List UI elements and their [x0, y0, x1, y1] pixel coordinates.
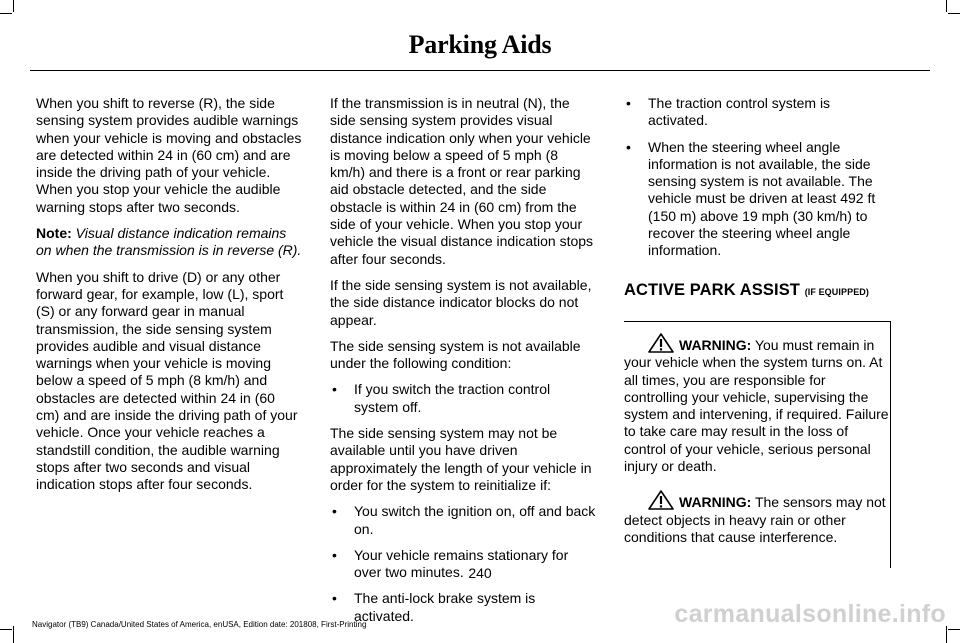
crop-mark: [0, 13, 12, 14]
page-number: 240: [468, 565, 492, 581]
bullet: •: [332, 546, 337, 563]
warning-box: [624, 321, 891, 568]
header-rule: [30, 70, 930, 71]
list-item: [624, 95, 890, 130]
section-heading: [624, 282, 890, 301]
paragraph: If the transmission is in neutral (N), the side sensing system provides visual distance indication only when your vehicle is moving below a speed of 5 mph (8 km/h) and there is a front or rear parking aid obstacle detected, and the side obstacle is within 24 in (60 cm) from the side of your vehicle. When you stop your vehicle the visual distance indication stops after four seconds.: [330, 95, 594, 267]
bullet: •: [626, 138, 631, 155]
crop-mark: [948, 13, 960, 14]
warning-triangle-icon: [646, 332, 676, 354]
warning-triangle-icon: [646, 489, 676, 511]
list-item-text: Your vehicle remains stationary for over two minutes.: [354, 546, 569, 581]
crop-mark: [13, 0, 14, 12]
crop-mark: [0, 629, 12, 630]
watermark: carmanualsonline.info: [674, 600, 946, 628]
list-item-text: If you switch the traction control system off.: [354, 381, 551, 415]
crop-mark: [946, 626, 947, 643]
warning-label: WARNING:: [679, 336, 752, 353]
crop-mark: [948, 629, 960, 630]
list-item-text: The traction control system is activated.: [648, 95, 831, 129]
section-heading-suffix: (IF EQUIPPED): [804, 286, 869, 297]
list-item-text: When the steering wheel angle information is not available, the side sensing system is not available. The vehicle must be driven at least 492 ft (150 m) above 19 mph (30 km/h) to recover the steering wheel angle information.: [648, 138, 876, 259]
paragraph: When you shift to drive (D) or any other forward gear, for example, low (L), sport (S) or any forward gear in manual transmission, the side sensing system provides audible and visual distance warnings when your vehicle is moving below a speed of 5 mph (8 km/h) and obstacles are detected within 24 in (60 cm) and are inside the driving path of your vehicle. Once your vehicle reaches a standstill condition, the audible warning stops after two seconds and visual indication stops after four seconds.: [36, 268, 298, 493]
list-item: [330, 381, 596, 416]
bullet-list: [330, 381, 596, 416]
page-title: Parking Aids: [408, 30, 552, 59]
list-item: [330, 590, 596, 625]
footer-text: Navigator (TB9) Canada/United States of America, enUSA, Edition date: 201808, First-Printing: [32, 620, 367, 629]
note-text: Visual distance indication remains on when the transmission is in reverse (R).: [36, 225, 302, 259]
warning-text: The sensors may not detect objects in heavy rain or other conditions that cause interference.: [624, 494, 886, 545]
bullet-list: [624, 95, 890, 260]
bullet: •: [332, 590, 337, 607]
paragraph: If the side sensing system is not available, the side distance indicator blocks do not appear.: [330, 276, 592, 328]
column-middle: [330, 95, 596, 634]
column-right: [624, 95, 890, 568]
crop-mark: [13, 626, 14, 643]
note: [36, 225, 302, 260]
list-item-text: The anti-lock brake system is activated.: [354, 590, 536, 624]
warning-label: WARNING:: [679, 494, 752, 511]
note-label: Note:: [36, 225, 72, 242]
warning: [624, 332, 890, 475]
list-item: [330, 503, 596, 538]
paragraph: The side sensing system may not be available until you have driven approximately the length of your vehicle in order for the system to reinitialize if:: [330, 425, 592, 493]
paragraph: The side sensing system is not available under the following condition:: [330, 337, 581, 372]
column-left: [36, 95, 302, 503]
section-heading-text: ACTIVE PARK ASSIST: [624, 280, 800, 299]
list-item-text: You switch the ignition on, off and back on.: [354, 503, 596, 537]
crop-mark: [946, 0, 947, 12]
warning: [624, 489, 890, 546]
list-item: [624, 139, 890, 260]
warning-text: You must remain in your vehicle when the system turns on. At all times, you are responsible for controlling your vehicle, supervising the system and intervening, if required. Failure to take care may result in the loss of control of your vehicle, serious personal injury or death.: [624, 336, 889, 475]
paragraph: When you shift to reverse (R), the side sensing system provides audible warnings when your vehicle is moving and obstacles are detected within 24 in (60 cm) and are inside the driving path of your vehicle. When you stop your vehicle the audible warning stops after two seconds.: [36, 95, 302, 215]
bullet: •: [626, 95, 631, 111]
bullet: •: [332, 381, 337, 398]
bullet: •: [332, 503, 337, 520]
